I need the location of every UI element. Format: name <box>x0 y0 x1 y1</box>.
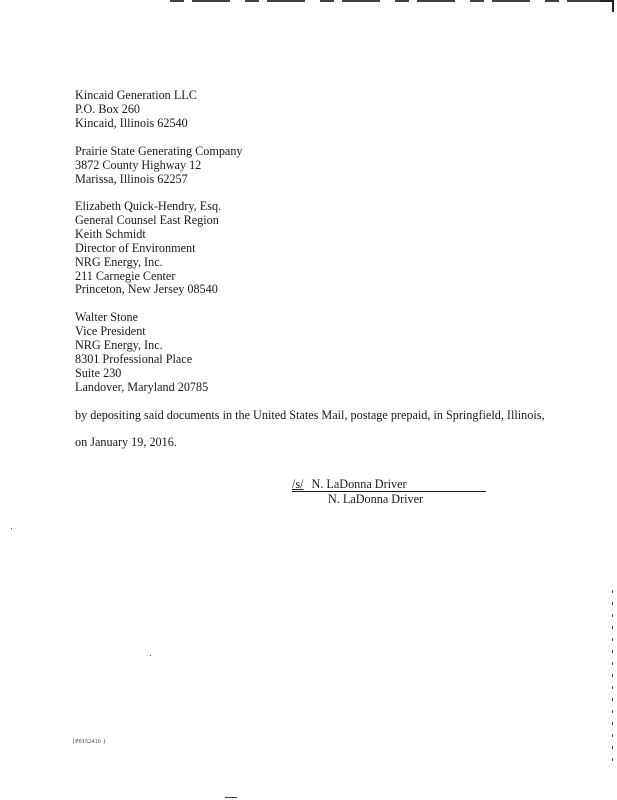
document-code: {P0152416 } <box>72 739 106 745</box>
scan-artifact-bottom <box>225 797 237 798</box>
address-line: Prairie State Generating Company <box>75 144 243 158</box>
address-line: Suite 230 <box>75 365 122 380</box>
address-block-nrg-landover <box>75 311 208 394</box>
address-line: NRG Energy, Inc. <box>75 254 163 269</box>
address-line: Landover, Maryland 20785 <box>75 379 209 394</box>
electronic-signature-mark: /s/ <box>292 477 304 491</box>
address-line: Keith Schmidt <box>75 226 146 241</box>
signature-line <box>292 478 486 492</box>
signed-name: N. LaDonna Driver <box>311 477 407 491</box>
signature-block <box>292 478 492 506</box>
address-line: NRG Energy, Inc. <box>75 337 163 352</box>
address-line: 211 Carnegie Center <box>75 268 176 283</box>
address-line: Princeton, New Jersey 08540 <box>75 282 218 297</box>
date-statement: on January 19, 2016. <box>75 435 177 449</box>
scan-artifact-corner <box>600 0 614 12</box>
address-line: Walter Stone <box>75 310 138 324</box>
scan-speck <box>11 528 12 529</box>
address-line: Director of Environment <box>75 240 196 255</box>
address-line: 8301 Professional Place <box>75 351 193 366</box>
address-block-prairie-state <box>75 145 243 187</box>
address-line: Vice President <box>75 323 146 338</box>
address-block-kincaid <box>75 89 197 131</box>
address-line: Elizabeth Quick-Hendry, Esq. <box>75 199 222 213</box>
address-line: General Counsel East Region <box>75 212 219 227</box>
scan-speck <box>150 655 151 656</box>
address-line: Marissa, Illinois 62257 <box>75 171 188 186</box>
address-line: Kincaid Generation LLC <box>75 88 197 102</box>
printed-name: N. LaDonna Driver <box>328 491 424 506</box>
address-block-nrg-princeton <box>75 200 221 297</box>
address-line: Kincaid, Illinois 62540 <box>75 115 188 130</box>
address-line: 3872 County Highway 12 <box>75 157 202 172</box>
service-statement: by depositing said documents in the United States Mail, postage prepaid, in Springfield, Illinois, <box>75 408 545 422</box>
scan-artifact-right-edge <box>612 590 613 770</box>
scan-artifact-top <box>170 0 610 2</box>
address-line: P.O. Box 260 <box>75 101 141 116</box>
